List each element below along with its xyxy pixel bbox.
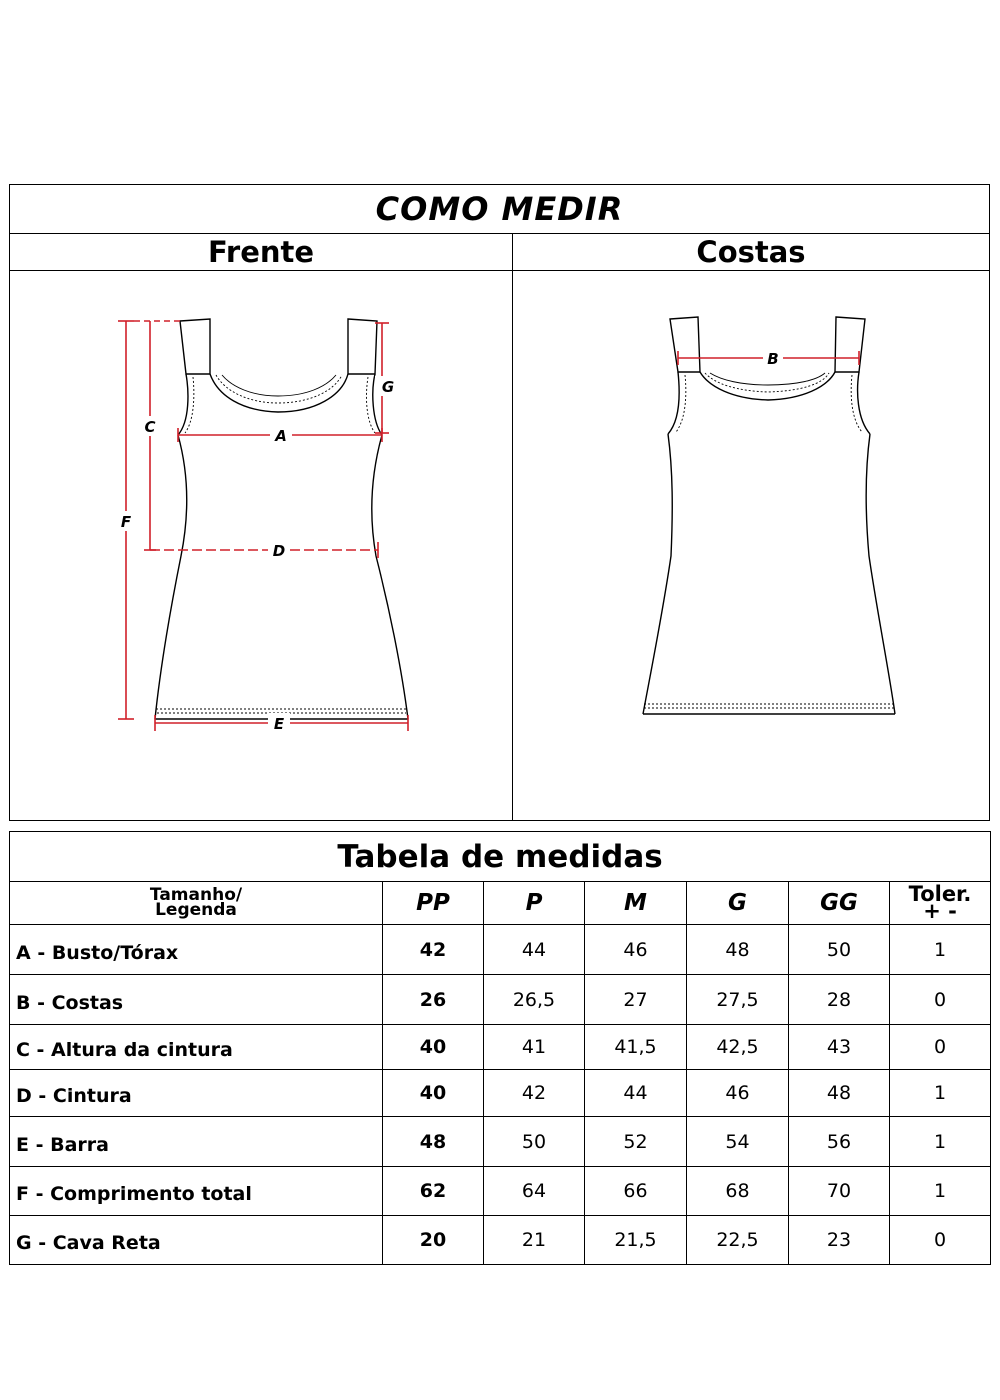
size-value-cell: 42 [383,925,484,975]
front-view-panel [10,271,513,820]
size-value-cell: 70 [789,1167,890,1216]
size-value-cell: 46 [687,1070,789,1117]
size-value-cell: 40 [383,1070,484,1117]
marker-a: A [275,427,287,445]
legend-header-line2: Legenda [155,900,237,920]
tolerance-header [890,882,991,925]
size-value-cell: 28 [789,975,890,1025]
size-header-gg: GG [789,882,890,925]
tolerance-header-line1: Toler. [908,882,972,906]
size-value-cell: 48 [789,1070,890,1117]
front-view-label: Frente [10,234,513,271]
back-view-label: Costas [513,234,989,271]
size-header-g: G [687,882,789,925]
legend-header [10,882,383,925]
tolerance-cell: 1 [890,925,991,975]
legend-header-line1: Tamanho/ [149,885,243,905]
size-value-cell: 41,5 [585,1025,687,1070]
row-label: F - Comprimento total [10,1167,383,1216]
size-table-title: Tabela de medidas [10,832,991,882]
tolerance-header-line2: + - [923,899,957,923]
size-value-cell: 26 [383,975,484,1025]
size-value-cell: 64 [484,1167,585,1216]
marker-d: D [272,542,286,560]
size-value-cell: 68 [687,1167,789,1216]
size-value-cell: 21,5 [585,1216,687,1265]
size-value-cell: 66 [585,1167,687,1216]
table-row [10,925,991,975]
tolerance-cell: 1 [890,1070,991,1117]
size-value-cell: 42 [484,1070,585,1117]
size-value-cell: 46 [585,925,687,975]
size-value-cell: 27 [585,975,687,1025]
size-value-cell: 23 [789,1216,890,1265]
back-view-panel [513,271,989,820]
table-row [10,1216,991,1265]
row-label: E - Barra [10,1117,383,1167]
table-row [10,1070,991,1117]
tolerance-cell: 0 [890,975,991,1025]
size-value-cell: 56 [789,1117,890,1167]
size-header-p: P [484,882,585,925]
size-value-cell: 44 [484,925,585,975]
row-label: B - Costas [10,975,383,1025]
table-row [10,1167,991,1216]
size-header-pp: PP [383,882,484,925]
size-value-cell: 41 [484,1025,585,1070]
table-row [10,1025,991,1070]
size-value-cell: 42,5 [687,1025,789,1070]
marker-b: B [767,350,779,368]
size-value-cell: 48 [687,925,789,975]
size-value-cell: 22,5 [687,1216,789,1265]
tolerance-cell: 0 [890,1216,991,1265]
marker-g: G [381,378,395,396]
back-garment-drawing [513,271,989,820]
size-value-cell: 54 [687,1117,789,1167]
size-value-cell: 43 [789,1025,890,1070]
tolerance-cell: 1 [890,1167,991,1216]
table-row [10,975,991,1025]
size-value-cell: 21 [484,1216,585,1265]
size-value-cell: 50 [789,925,890,975]
size-value-cell: 52 [585,1117,687,1167]
marker-f: F [120,513,132,531]
size-table-section [9,831,990,1265]
size-value-cell: 20 [383,1216,484,1265]
row-label: A - Busto/Tórax [10,925,383,975]
marker-e: E [273,715,285,733]
size-value-cell: 27,5 [687,975,789,1025]
size-value-cell: 50 [484,1117,585,1167]
row-label: D - Cintura [10,1070,383,1117]
size-value-cell: 40 [383,1025,484,1070]
tolerance-cell: 0 [890,1025,991,1070]
size-header-m: M [585,882,687,925]
marker-c: C [144,418,156,436]
size-value-cell: 62 [383,1167,484,1216]
front-garment-drawing [10,271,513,820]
size-value-cell: 26,5 [484,975,585,1025]
row-label: C - Altura da cintura [10,1025,383,1070]
size-table [9,831,991,1265]
tolerance-cell: 1 [890,1117,991,1167]
how-to-measure-title: COMO MEDIR [10,185,989,234]
how-to-measure-section [9,184,990,821]
size-value-cell: 44 [585,1070,687,1117]
size-table-header [10,882,991,925]
size-value-cell: 48 [383,1117,484,1167]
row-label: G - Cava Reta [10,1216,383,1265]
table-row [10,1117,991,1167]
